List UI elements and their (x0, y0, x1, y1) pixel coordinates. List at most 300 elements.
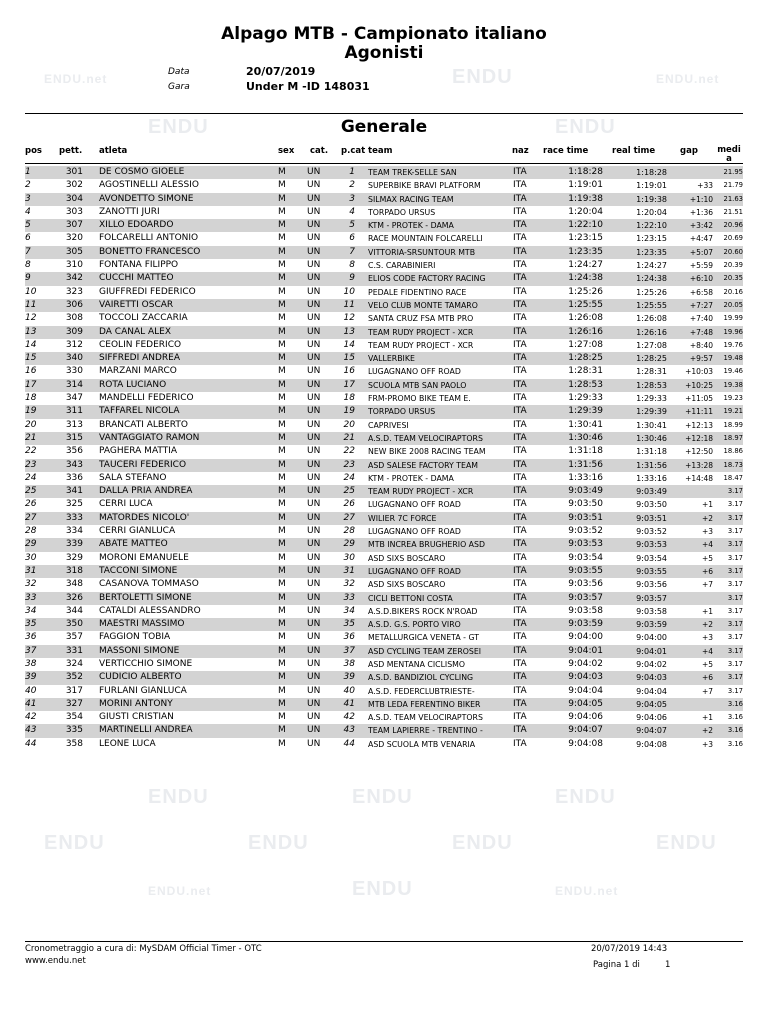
cell-atleta: BONETTO FRANCESCO (99, 246, 201, 257)
cell-real-time: 1:31:56 (636, 460, 667, 470)
cell-race-time: 9:03:58 (568, 605, 603, 616)
cell-real-time: 1:28:31 (636, 367, 667, 377)
cell-media: 19.23 (723, 394, 743, 403)
cell-sex: M (278, 313, 286, 324)
cell-pett: 358 (65, 738, 83, 749)
cell-pett: 301 (65, 167, 83, 177)
cell-gap: +3 (701, 527, 713, 537)
cell-pett: 342 (65, 273, 83, 284)
cell-pett: 335 (65, 725, 83, 736)
table-row (25, 498, 743, 511)
cell-real-time: 1:28:25 (636, 354, 667, 364)
table-row (25, 286, 743, 299)
watermark: ENDU (452, 832, 513, 854)
cell-cat: UN (307, 233, 321, 244)
cell-team: TEAM RUDY PROJECT - XCR (368, 487, 474, 497)
cell-naz: ITA (513, 579, 527, 590)
cell-atleta: LEONE LUCA (99, 738, 156, 749)
cell-gap: +10:03 (685, 367, 713, 377)
cell-sex: M (278, 565, 286, 576)
cell-atleta: SALA STEFANO (99, 472, 167, 483)
cell-pett: 325 (65, 499, 83, 510)
cell-naz: ITA (513, 379, 527, 390)
cell-pett: 310 (65, 260, 83, 271)
cell-real-time: 1:29:39 (636, 407, 667, 417)
page-subtitle: Agonisti (344, 43, 424, 63)
cell-sex: M (278, 246, 286, 257)
cell-real-time: 1:30:41 (636, 420, 667, 430)
cell-atleta: CUCCHI MATTEO (99, 273, 174, 284)
cell-sex: M (278, 260, 286, 271)
cell-race-time: 1:18:28 (568, 167, 603, 177)
cell-race-time: 9:04:06 (568, 712, 603, 723)
cell-atleta: DE COSMO GIOELE (99, 167, 185, 177)
cell-naz: ITA (513, 512, 527, 523)
cell-pett: 348 (65, 579, 83, 590)
cell-team: METALLURGICA VENETA - GT (368, 633, 479, 643)
cell-cat: UN (307, 619, 321, 630)
cell-naz: ITA (513, 738, 527, 749)
cell-cat: UN (307, 246, 321, 257)
cell-pcat: 15 (343, 353, 355, 364)
cell-media: 3.17 (727, 580, 743, 589)
cell-media: 3.17 (727, 566, 743, 575)
cell-team: SANTA CRUZ FSA MTB PRO (368, 314, 474, 324)
cell-real-time: 9:03:56 (636, 580, 667, 590)
cell-pcat: 17 (343, 379, 355, 390)
table-row (25, 711, 743, 724)
cell-team: NEW BIKE 2008 RACING TEAM (368, 447, 486, 457)
cell-pcat: 39 (343, 672, 355, 683)
cell-pcat: 24 (343, 472, 355, 483)
cell-atleta: GIUFFREDI FEDERICO (99, 286, 196, 297)
watermark: ENDU (148, 116, 209, 138)
cell-media: 18.97 (723, 433, 743, 442)
cell-atleta: FURLANI GIANLUCA (99, 685, 187, 696)
cell-atleta: GIUSTI CRISTIAN (99, 712, 174, 723)
cell-media: 21.63 (723, 194, 743, 203)
cell-sex: M (278, 526, 286, 537)
cell-naz: ITA (513, 313, 527, 324)
cell-race-time: 9:03:53 (568, 539, 603, 550)
cell-cat: UN (307, 339, 321, 350)
cell-race-time: 1:28:25 (568, 353, 603, 364)
cell-pett: 313 (65, 419, 83, 430)
cell-media: 19.48 (723, 354, 743, 363)
cell-team: A.S.D.BIKERS ROCK N'ROAD (368, 606, 478, 616)
cell-real-time: 1:22:10 (636, 221, 667, 231)
cell-gap: +5:07 (689, 247, 713, 257)
cell-race-time: 1:28:31 (568, 366, 603, 377)
table-row (25, 339, 743, 352)
cell-pett: 340 (65, 353, 83, 364)
cell-cat: UN (307, 658, 321, 669)
cell-pett: 308 (65, 313, 83, 324)
table-row (25, 538, 743, 551)
cell-media: 18.73 (723, 460, 743, 469)
date-label: Data (168, 67, 190, 77)
table-row (25, 232, 743, 245)
cell-cat: UN (307, 698, 321, 709)
cell-pos: 4 (25, 206, 31, 217)
cell-atleta: ZANOTTI JURI (99, 206, 160, 217)
cell-gap: +2 (701, 513, 713, 523)
cell-atleta: VAIRETTI OSCAR (99, 299, 174, 310)
cell-atleta: MATORDES NICOLO' (99, 512, 190, 523)
col-gap: gap (680, 146, 698, 156)
cell-team: SUPERBIKE BRAVI PLATFORM (368, 181, 481, 191)
cell-real-time: 9:03:51 (636, 513, 667, 523)
cell-real-time: 9:03:52 (636, 527, 667, 537)
cell-naz: ITA (513, 459, 527, 470)
cell-media: 3.17 (727, 500, 743, 509)
cell-naz: ITA (513, 632, 527, 643)
cell-team: LUGAGNANO OFF ROAD (368, 367, 461, 377)
cell-naz: ITA (513, 619, 527, 630)
cell-pos: 19 (25, 406, 37, 417)
cell-pos: 27 (25, 512, 37, 523)
cell-atleta: CERRI GIANLUCA (99, 526, 176, 537)
cell-cat: UN (307, 738, 321, 749)
cell-media: 19.96 (723, 327, 743, 336)
cell-gap: +2 (701, 726, 713, 736)
table-row (25, 525, 743, 538)
cell-race-time: 1:20:04 (568, 206, 603, 217)
cell-media: 3.17 (727, 620, 743, 629)
cell-team: WILIER 7C FORCE (368, 513, 437, 523)
cell-pcat: 8 (349, 260, 355, 271)
cell-atleta: TAFFAREL NICOLA (99, 406, 180, 417)
cell-cat: UN (307, 273, 321, 284)
cell-race-time: 1:23:15 (568, 233, 603, 244)
cell-pett: 309 (65, 326, 83, 337)
cell-pos: 9 (25, 273, 31, 284)
cell-race-time: 9:03:54 (568, 552, 603, 563)
watermark: ENDU (248, 832, 309, 854)
cell-naz: ITA (513, 326, 527, 337)
cell-cat: UN (307, 499, 321, 510)
cell-pett: 304 (65, 193, 83, 204)
cell-pett: 343 (65, 459, 83, 470)
cell-sex: M (278, 180, 286, 191)
website-link[interactable]: www.endu.net (25, 956, 86, 966)
cell-naz: ITA (513, 260, 527, 271)
cell-pcat: 3 (349, 193, 355, 204)
table-row (25, 259, 743, 272)
cell-pos: 38 (25, 658, 37, 669)
cell-media: 3.17 (727, 553, 743, 562)
cell-naz: ITA (513, 605, 527, 616)
cell-team: A.S.D. FEDERCLUBTRIESTE- (368, 686, 475, 696)
cell-cat: UN (307, 605, 321, 616)
cell-pos: 6 (25, 233, 31, 244)
cell-sex: M (278, 672, 286, 683)
cell-atleta: XILLO EDOARDO (99, 220, 174, 231)
cell-gap: +7:48 (689, 327, 713, 337)
cell-atleta: MORINI ANTONY (99, 698, 173, 709)
cell-team: TORPADO URSUS (368, 407, 436, 417)
cell-pcat: 43 (343, 725, 355, 736)
cell-pett: 354 (65, 712, 83, 723)
cell-team: A.S.D. TEAM VELOCIRAPTORS (368, 713, 483, 723)
cell-atleta: SIFFREDI ANDREA (99, 353, 181, 364)
cell-real-time: 9:04:05 (636, 699, 667, 709)
cell-naz: ITA (513, 393, 527, 404)
cell-race-time: 1:29:33 (568, 393, 603, 404)
cell-atleta: MANDELLI FEDERICO (99, 393, 194, 404)
cell-team: LUGAGNANO OFF ROAD (368, 527, 461, 537)
cell-atleta: TACCONI SIMONE (99, 565, 178, 576)
cell-cat: UN (307, 565, 321, 576)
table-row (25, 206, 743, 219)
cell-atleta: BRANCATI ALBERTO (99, 419, 188, 430)
col-naz: naz (512, 146, 529, 156)
cell-gap: +3 (701, 739, 713, 749)
cell-race-time: 9:03:55 (568, 565, 603, 576)
cell-sex: M (278, 512, 286, 523)
cell-pett: 333 (65, 512, 83, 523)
cell-pos: 40 (25, 685, 37, 696)
cell-cat: UN (307, 299, 321, 310)
watermark: ENDU (148, 786, 209, 808)
timing-credit: Cronometraggio a cura di: MySDAM Official Timer - OTC (25, 944, 262, 954)
cell-team: VELO CLUB MONTE TAMARO (368, 300, 478, 310)
cell-cat: UN (307, 486, 321, 497)
cell-atleta: FOLCARELLI ANTONIO (99, 233, 199, 244)
cell-pos: 16 (25, 366, 37, 377)
cell-team: ASD SIXS BOSCARO (368, 553, 446, 563)
cell-cat: UN (307, 432, 321, 443)
cell-pos: 39 (25, 672, 37, 683)
table-row (25, 352, 743, 365)
cell-pcat: 41 (343, 698, 355, 709)
cell-media: 19.99 (723, 314, 743, 323)
cell-sex: M (278, 432, 286, 443)
cell-real-time: 9:04:07 (636, 726, 667, 736)
table-row (25, 485, 743, 498)
cell-team: CICLI BETTONI COSTA (368, 593, 453, 603)
cell-media: 20.39 (723, 261, 743, 270)
cell-atleta: FAGGION TOBIA (99, 632, 171, 643)
cell-team: A.S.D. G.S. PORTO VIRO (368, 620, 461, 630)
cell-race-time: 1:33:16 (568, 472, 603, 483)
cell-media: 20.69 (723, 234, 743, 243)
table-row (25, 472, 743, 485)
cell-sex: M (278, 499, 286, 510)
cell-pcat: 44 (343, 738, 355, 749)
cell-pcat: 34 (343, 605, 355, 616)
cell-pcat: 18 (343, 393, 355, 404)
cell-naz: ITA (513, 725, 527, 736)
cell-real-time: 1:23:35 (636, 247, 667, 257)
cell-race-time: 9:04:07 (568, 725, 603, 736)
cell-naz: ITA (513, 446, 527, 457)
cell-pos: 3 (25, 193, 31, 204)
cell-cat: UN (307, 220, 321, 231)
cell-pos: 34 (25, 605, 37, 616)
cell-race-time: 9:03:57 (568, 592, 603, 603)
cell-cat: UN (307, 472, 321, 483)
cell-pett: 329 (65, 552, 83, 563)
cell-gap: +4:47 (689, 234, 713, 244)
col-pos: pos (25, 146, 42, 156)
cell-race-time: 9:04:02 (568, 658, 603, 669)
cell-cat: UN (307, 592, 321, 603)
cell-pos: 1 (25, 167, 31, 177)
cell-atleta: TOCCOLI ZACCARIA (99, 313, 188, 324)
cell-atleta: CUDICIO ALBERTO (99, 672, 182, 683)
cell-atleta: AVONDETTO SIMONE (99, 193, 194, 204)
cell-naz: ITA (513, 592, 527, 603)
cell-real-time: 9:04:01 (636, 646, 667, 656)
table-row (25, 658, 743, 671)
cell-atleta: FONTANA FILIPPO (99, 260, 179, 271)
cell-team: TEAM TREK-SELLE SAN (368, 168, 457, 177)
cell-sex: M (278, 339, 286, 350)
cell-pos: 10 (25, 286, 37, 297)
cell-atleta: MORONI EMANUELE (99, 552, 189, 563)
race-label: Gara (168, 82, 190, 92)
watermark: ENDU.net (555, 884, 619, 898)
cell-pos: 23 (25, 459, 37, 470)
cell-race-time: 1:28:53 (568, 379, 603, 390)
cell-race-time: 1:23:35 (568, 246, 603, 257)
cell-team: RACE MOUNTAIN FOLCARELLI (368, 234, 483, 244)
cell-pcat: 11 (343, 299, 355, 310)
cell-pett: 357 (65, 632, 83, 643)
cell-naz: ITA (513, 526, 527, 537)
cell-real-time: 9:04:06 (636, 713, 667, 723)
cell-pos: 29 (25, 539, 37, 550)
cell-pett: 341 (65, 486, 83, 497)
cell-sex: M (278, 220, 286, 231)
cell-race-time: 1:24:38 (568, 273, 603, 284)
table-row (25, 724, 743, 737)
cell-pcat: 36 (343, 632, 355, 643)
cell-cat: UN (307, 180, 321, 191)
cell-media: 20.16 (723, 287, 743, 296)
cell-gap: +2 (701, 620, 713, 630)
col-sex: sex (278, 146, 295, 156)
table-row (25, 179, 743, 192)
print-timestamp: 20/07/2019 14:43 (591, 944, 668, 954)
cell-real-time: 1:31:18 (636, 447, 667, 457)
cell-gap: +4 (701, 540, 713, 550)
cell-pos: 35 (25, 619, 37, 630)
cell-pos: 32 (25, 579, 37, 590)
cell-gap: +3:42 (689, 221, 713, 231)
cell-sex: M (278, 379, 286, 390)
cell-media: 3.17 (727, 659, 743, 668)
cell-pett: 331 (65, 645, 83, 656)
cell-atleta: CATALDI ALESSANDRO (99, 605, 201, 616)
cell-gap: +9:57 (689, 354, 713, 364)
cell-team: TEAM RUDY PROJECT - XCR (368, 327, 474, 337)
cell-pos: 26 (25, 499, 37, 510)
cell-gap: +8:40 (689, 340, 713, 350)
cell-real-time: 1:27:08 (636, 340, 667, 350)
cell-team: ELIOS CODE FACTORY RACING (368, 274, 486, 284)
cell-sex: M (278, 712, 286, 723)
cell-naz: ITA (513, 499, 527, 510)
cell-team: A.S.D. BANDIZIOL CYCLING (368, 673, 474, 683)
cell-cat: UN (307, 286, 321, 297)
cell-media: 21.51 (723, 207, 743, 216)
watermark: ENDU (656, 832, 717, 854)
cell-media: 20.05 (723, 300, 743, 309)
cell-naz: ITA (513, 273, 527, 284)
cell-race-time: 9:03:59 (568, 619, 603, 630)
cell-pett: 314 (65, 379, 83, 390)
cell-naz: ITA (513, 233, 527, 244)
cell-real-time: 9:03:59 (636, 620, 667, 630)
cell-sex: M (278, 486, 286, 497)
cell-team: CAPRIVESI (368, 420, 409, 430)
cell-pett: 303 (65, 206, 83, 217)
cell-cat: UN (307, 645, 321, 656)
cell-cat: UN (307, 712, 321, 723)
cell-real-time: 9:03:58 (636, 606, 667, 616)
cell-gap: +13:28 (685, 460, 713, 470)
cell-gap: +6 (701, 673, 713, 683)
cell-team: LUGAGNANO OFF ROAD (368, 500, 461, 510)
cell-atleta: DA CANAL ALEX (99, 326, 172, 337)
cell-pos: 17 (25, 379, 37, 390)
cell-pett: 302 (65, 180, 83, 191)
cell-pett: 330 (65, 366, 83, 377)
cell-team: ASD MENTANA CICLISMO (368, 659, 466, 669)
cell-real-time: 1:29:33 (636, 394, 667, 404)
cell-team: ASD SALESE FACTORY TEAM (368, 460, 479, 470)
cell-pett: 339 (65, 539, 83, 550)
cell-real-time: 9:04:00 (636, 633, 667, 643)
cell-race-time: 9:03:49 (568, 486, 603, 497)
cell-pett: 312 (65, 339, 83, 350)
cell-pcat: 21 (343, 432, 355, 443)
page-label: Pagina 1 di (593, 960, 640, 970)
cell-pcat: 28 (343, 526, 355, 537)
cell-naz: ITA (513, 698, 527, 709)
cell-naz: ITA (513, 432, 527, 443)
cell-cat: UN (307, 167, 321, 177)
cell-team: KTM - PROTEK - DAMA (368, 221, 454, 231)
cell-pett: 356 (65, 446, 83, 457)
cell-atleta: DALLA PRIA ANDREA (99, 486, 193, 497)
cell-real-time: 9:04:04 (636, 686, 667, 696)
table-row (25, 272, 743, 285)
cell-race-time: 1:30:41 (568, 419, 603, 430)
cell-team: MTB LEDA FERENTINO BIKER (368, 699, 481, 709)
cell-pos: 11 (25, 299, 37, 310)
cell-pcat: 26 (343, 499, 355, 510)
cell-gap: +12:13 (685, 420, 713, 430)
cell-naz: ITA (513, 472, 527, 483)
cell-race-time: 9:04:00 (568, 632, 603, 643)
watermark: ENDU (452, 66, 513, 88)
watermark: ENDU.net (44, 72, 108, 86)
cell-sex: M (278, 698, 286, 709)
cell-sex: M (278, 619, 286, 630)
cell-media: 3.17 (727, 633, 743, 642)
cell-race-time: 1:25:55 (568, 299, 603, 310)
cell-cat: UN (307, 685, 321, 696)
cell-gap: +7 (701, 580, 713, 590)
cell-pett: 350 (65, 619, 83, 630)
cell-real-time: 1:20:04 (636, 207, 667, 217)
cell-real-time: 9:03:50 (636, 500, 667, 510)
table-row (25, 738, 743, 751)
cell-pos: 36 (25, 632, 37, 643)
